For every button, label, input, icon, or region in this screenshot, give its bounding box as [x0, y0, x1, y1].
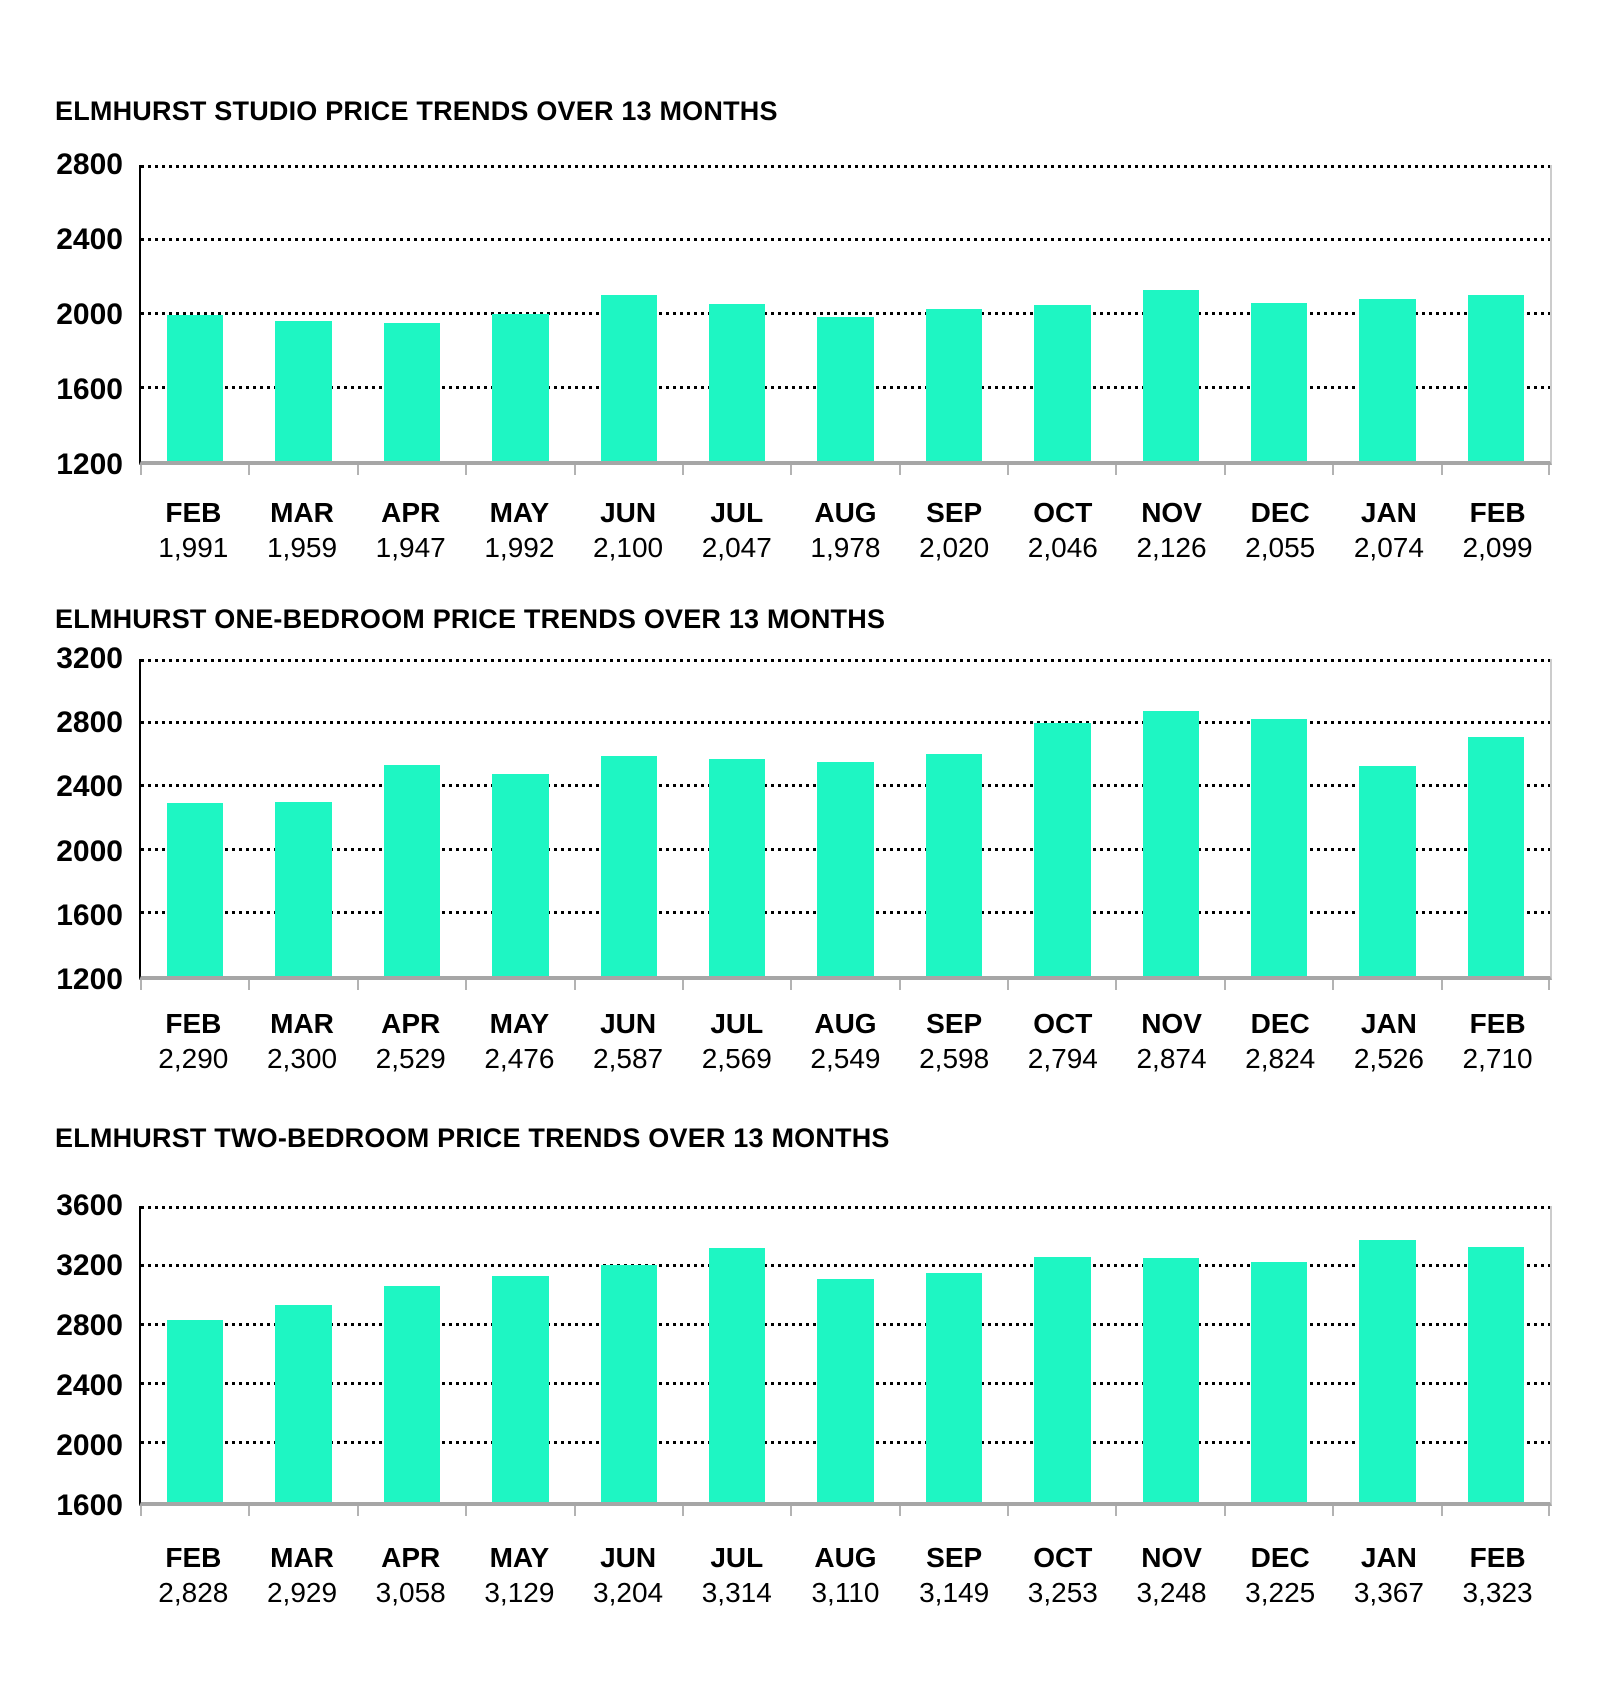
chart-canvas-one-bedroom — [0, 642, 1552, 1075]
x-category-label: MAY — [489, 1542, 550, 1573]
x-value-label: 1,991 — [158, 532, 229, 563]
x-label-slot — [900, 1008, 1009, 1075]
axis-tick — [1332, 1506, 1334, 1516]
x-value-label: 3,253 — [1027, 1577, 1098, 1608]
x-value-label: 2,099 — [1462, 532, 1533, 563]
y-axis-tick-label: 2400 — [56, 770, 123, 804]
x-category-label: JAN — [1360, 497, 1417, 528]
axis-tick — [574, 465, 576, 475]
x-value-label: 2,549 — [810, 1043, 881, 1074]
bar — [817, 317, 873, 461]
y-axis — [0, 1189, 139, 1522]
x-label-slot — [139, 1008, 248, 1075]
bars-layer — [141, 1206, 1550, 1502]
bar — [1251, 303, 1307, 461]
y-axis — [0, 148, 139, 481]
bar — [1143, 290, 1199, 461]
y-axis-tick-label: 3200 — [56, 642, 123, 675]
x-label-slot — [139, 497, 248, 564]
x-label-slot — [1226, 497, 1335, 564]
x-label-slot — [1226, 1542, 1335, 1609]
x-value-label: 2,476 — [484, 1043, 555, 1074]
x-category-label: NOV — [1141, 1542, 1202, 1573]
bar-slot — [791, 659, 899, 976]
bar-slot — [1442, 659, 1550, 976]
x-value-label: 2,824 — [1245, 1043, 1316, 1074]
axis-tick — [1115, 980, 1117, 990]
x-value-label: 3,129 — [484, 1577, 555, 1608]
bar — [1359, 299, 1415, 461]
x-labels — [139, 1542, 1552, 1609]
bar — [1359, 1240, 1415, 1502]
bar — [1468, 737, 1524, 976]
bar-slot — [466, 165, 574, 461]
x-category-label: OCT — [1033, 1542, 1093, 1573]
axis-tick — [248, 465, 250, 475]
axis-tick — [1224, 980, 1226, 990]
axis-tick — [140, 1506, 142, 1516]
x-label-slot — [356, 1542, 465, 1609]
y-axis-tick-label: 2800 — [56, 706, 123, 740]
x-label-slot — [1335, 1542, 1444, 1609]
x-category-label: JUN — [600, 1008, 657, 1039]
bar-slot — [1008, 1206, 1116, 1502]
x-category-label: JAN — [1360, 1542, 1417, 1573]
bar — [601, 295, 657, 462]
bar — [601, 756, 657, 976]
bar-slot — [1333, 1206, 1441, 1502]
x-category-label: AUG — [814, 497, 877, 528]
x-category-label: JUL — [710, 1542, 764, 1573]
bar — [384, 1286, 440, 1502]
x-value-label: 3,367 — [1353, 1577, 1424, 1608]
bar — [167, 315, 223, 461]
bar — [1143, 1258, 1199, 1502]
x-label-slot — [1443, 1008, 1552, 1075]
x-label-slot — [1009, 1008, 1118, 1075]
x-value-label: 2,929 — [266, 1577, 338, 1608]
x-labels — [139, 1008, 1552, 1075]
bar — [1359, 766, 1415, 976]
chart-body — [0, 1189, 1552, 1522]
x-category-label: AUG — [814, 1008, 877, 1039]
x-label-slot — [1226, 1008, 1335, 1075]
axis-tick — [899, 980, 901, 990]
x-category-label: APR — [381, 1008, 441, 1039]
x-value-label: 2,569 — [701, 1043, 772, 1074]
x-category-label: FEB — [1469, 1008, 1526, 1039]
bars-layer — [141, 165, 1550, 461]
axis-tick — [790, 465, 792, 475]
x-label-slot — [248, 497, 357, 564]
x-category-label: OCT — [1033, 497, 1093, 528]
bar — [384, 765, 440, 976]
x-value-label: 1,959 — [266, 532, 338, 563]
bar-slot — [791, 165, 899, 461]
y-axis-tick-label: 2000 — [56, 298, 123, 331]
chart-canvas-studio — [0, 148, 1552, 564]
bar-slot — [1333, 659, 1441, 976]
x-label-slot — [465, 497, 574, 564]
bar — [384, 323, 440, 461]
bar — [1143, 711, 1199, 976]
x-label-slot — [900, 497, 1009, 564]
axis-tick — [1115, 1506, 1117, 1516]
bar-slot — [358, 165, 466, 461]
bar-slot — [900, 659, 1008, 976]
x-value-label: 2,047 — [701, 532, 772, 563]
chart-studio — [0, 96, 1552, 564]
x-category-label: SEP — [926, 1008, 983, 1039]
bar — [275, 321, 331, 461]
x-value-label: 3,110 — [811, 1577, 880, 1608]
x-label-slot — [1117, 1542, 1226, 1609]
axis-tick — [899, 1506, 901, 1516]
axis-tick — [1441, 980, 1443, 990]
bar — [709, 304, 765, 461]
bar — [926, 754, 982, 976]
bar — [926, 309, 982, 461]
axis-tick — [1224, 1506, 1226, 1516]
axis-tick — [1441, 1506, 1443, 1516]
x-value-label: 1,947 — [375, 532, 446, 563]
x-value-label: 3,314 — [701, 1577, 772, 1608]
chart-body — [0, 642, 1552, 996]
bar — [1251, 1262, 1307, 1503]
x-value-label: 2,020 — [919, 532, 990, 563]
x-label-slot — [1443, 1542, 1552, 1609]
axis-tick — [1548, 980, 1550, 990]
bar-slot — [683, 165, 791, 461]
bar — [167, 1320, 223, 1502]
bar — [1468, 295, 1524, 461]
y-axis-tick-label: 2800 — [56, 1309, 123, 1342]
x-label-slot — [356, 1008, 465, 1075]
x-label-slot — [139, 1542, 248, 1609]
y-axis-tick-label: 2400 — [56, 1369, 123, 1402]
x-category-label: SEP — [926, 497, 983, 528]
y-axis-tick-label: 2400 — [56, 223, 123, 256]
axis-tick — [248, 980, 250, 990]
bar-slot — [1442, 165, 1550, 461]
x-label-slot — [1335, 497, 1444, 564]
chart-one-bedroom — [0, 604, 1552, 1075]
axis-tick — [465, 465, 467, 475]
x-label-slot — [1443, 497, 1552, 564]
bar — [1468, 1247, 1524, 1502]
plot-area — [139, 659, 1552, 980]
bar-slot — [141, 1206, 249, 1502]
bar-slot — [1225, 659, 1333, 976]
bar-slot — [1225, 165, 1333, 461]
axis-tick — [1548, 465, 1550, 475]
bar-slot — [466, 1206, 574, 1502]
y-axis — [0, 642, 139, 996]
y-axis-tick-label: 1600 — [56, 1489, 123, 1522]
x-value-label: 2,526 — [1353, 1043, 1424, 1074]
axis-tick — [682, 465, 684, 475]
chart-title-one-bedroom: ELMHURST ONE-BEDROOM PRICE TRENDS OVER 13 MONTHS — [55, 604, 886, 634]
axis-tick — [1332, 980, 1334, 990]
bar — [601, 1265, 657, 1502]
x-label-slot — [465, 1008, 574, 1075]
x-category-label: FEB — [165, 1542, 222, 1573]
y-axis-tick-label: 2000 — [56, 1429, 123, 1462]
bar-slot — [141, 165, 249, 461]
x-value-label: 2,529 — [375, 1043, 446, 1074]
x-category-label: JUL — [710, 497, 764, 528]
x-label-slot — [465, 1542, 574, 1609]
x-category-label: JUN — [600, 1542, 657, 1573]
x-label-slot — [900, 1542, 1009, 1609]
axis-tick — [465, 1506, 467, 1516]
x-category-label: MAR — [270, 497, 334, 528]
bar — [817, 762, 873, 976]
y-axis-tick-label: 3600 — [56, 1189, 123, 1222]
axis-tick — [1115, 465, 1117, 475]
x-category-label: FEB — [1469, 497, 1526, 528]
axis-tick — [248, 1506, 250, 1516]
x-value-label: 3,149 — [919, 1577, 990, 1608]
axis-tick — [574, 1506, 576, 1516]
x-value-label: 2,126 — [1136, 532, 1207, 563]
axis-tick — [574, 980, 576, 990]
chart-title-two-bedroom: ELMHURST TWO-BEDROOM PRICE TRENDS OVER 13 MONTHS — [55, 1123, 890, 1153]
x-category-label: JAN — [1360, 1008, 1417, 1039]
axis-tick — [140, 980, 142, 990]
plot-area — [139, 1206, 1552, 1506]
axis-tick — [1007, 465, 1009, 475]
y-axis-tick-label: 1200 — [56, 963, 123, 996]
y-axis-tick-label: 3200 — [56, 1249, 123, 1282]
axis-tick — [790, 980, 792, 990]
x-value-label: 1,992 — [484, 532, 555, 563]
bar — [1034, 723, 1090, 976]
x-label-slot — [248, 1542, 357, 1609]
x-label-slot — [791, 1542, 900, 1609]
x-category-label: OCT — [1033, 1008, 1093, 1039]
x-category-label: AUG — [814, 1542, 877, 1573]
x-category-label: DEC — [1250, 497, 1310, 528]
x-label-slot — [1009, 497, 1118, 564]
x-category-label: FEB — [165, 497, 222, 528]
x-category-label: JUL — [710, 1008, 764, 1039]
x-category-label: FEB — [1469, 1542, 1526, 1573]
x-label-slot — [574, 1008, 683, 1075]
bar-slot — [575, 659, 683, 976]
x-label-slot — [1117, 1008, 1226, 1075]
x-label-slot — [1335, 1008, 1444, 1075]
bar-slot — [1117, 659, 1225, 976]
x-value-label: 3,323 — [1462, 1577, 1533, 1608]
bar-slot — [141, 659, 249, 976]
axis-tick — [682, 1506, 684, 1516]
x-value-label: 3,248 — [1136, 1577, 1207, 1608]
y-axis-tick-label: 1200 — [56, 448, 123, 481]
bar-slot — [1117, 1206, 1225, 1502]
bar — [926, 1273, 982, 1502]
bar-slot — [249, 659, 357, 976]
x-value-label: 3,204 — [593, 1577, 664, 1608]
x-category-label: APR — [381, 1542, 441, 1573]
axis-tick — [1332, 465, 1334, 475]
bar-slot — [900, 165, 1008, 461]
x-category-label: DEC — [1250, 1008, 1310, 1039]
axis-tick — [682, 980, 684, 990]
x-category-label: DEC — [1250, 1542, 1310, 1573]
axis-tick — [357, 465, 359, 475]
x-label-slot — [791, 1008, 900, 1075]
bar-slot — [575, 165, 683, 461]
bar — [275, 802, 331, 976]
bar-slot — [1225, 1206, 1333, 1502]
x-category-label: FEB — [165, 1008, 222, 1039]
x-value-label: 2,794 — [1027, 1043, 1098, 1074]
x-labels — [139, 497, 1552, 564]
bar-slot — [358, 659, 466, 976]
axis-tick — [140, 465, 142, 475]
bar — [167, 803, 223, 976]
bar — [492, 314, 548, 461]
axis-tick — [357, 1506, 359, 1516]
x-value-label: 2,598 — [919, 1043, 990, 1074]
x-label-slot — [248, 1008, 357, 1075]
axis-tick — [1007, 1506, 1009, 1516]
x-label-slot — [1117, 497, 1226, 564]
bar-slot — [575, 1206, 683, 1502]
x-label-slot — [356, 497, 465, 564]
bar-slot — [466, 659, 574, 976]
x-value-label: 3,225 — [1245, 1577, 1316, 1608]
bar — [1034, 1257, 1090, 1502]
x-category-label: SEP — [926, 1542, 983, 1573]
x-value-label: 1,978 — [810, 532, 881, 563]
x-value-label: 2,055 — [1245, 532, 1316, 563]
bar — [1251, 719, 1307, 976]
axis-tick — [1007, 980, 1009, 990]
chart-body — [0, 148, 1552, 481]
chart-title-studio: ELMHURST STUDIO PRICE TRENDS OVER 13 MONTHS — [55, 96, 778, 126]
plot-area — [139, 165, 1552, 465]
x-category-label: MAY — [489, 497, 550, 528]
axis-tick — [790, 1506, 792, 1516]
bar-slot — [249, 165, 357, 461]
chart-two-bedroom — [0, 1123, 1552, 1609]
bar-slot — [683, 1206, 791, 1502]
bars-layer — [141, 659, 1550, 976]
y-axis-tick-label: 1600 — [56, 898, 123, 932]
bar-slot — [358, 1206, 466, 1502]
x-label-slot — [682, 497, 791, 564]
y-axis-tick-label: 2800 — [56, 148, 123, 181]
bar — [709, 1248, 765, 1502]
x-value-label: 2,828 — [158, 1577, 229, 1608]
axis-tick — [357, 980, 359, 990]
bar-slot — [683, 659, 791, 976]
bar-slot — [900, 1206, 1008, 1502]
x-category-label: MAR — [270, 1542, 334, 1573]
axis-tick — [1224, 465, 1226, 475]
x-value-label: 2,100 — [593, 532, 664, 563]
x-value-label: 2,074 — [1353, 532, 1424, 563]
x-value-label: 2,874 — [1136, 1043, 1207, 1074]
x-value-label: 3,058 — [375, 1577, 446, 1608]
bar — [492, 774, 548, 976]
bar-slot — [1442, 1206, 1550, 1502]
axis-tick — [899, 465, 901, 475]
x-category-label: MAY — [489, 1008, 550, 1039]
x-category-label: JUN — [600, 497, 657, 528]
bar-slot — [1117, 165, 1225, 461]
bar — [709, 759, 765, 976]
x-category-label: NOV — [1141, 1008, 1202, 1039]
x-category-label: APR — [381, 497, 441, 528]
x-label-slot — [682, 1542, 791, 1609]
bar — [492, 1276, 548, 1502]
x-value-label: 2,290 — [158, 1043, 229, 1074]
bar-slot — [791, 1206, 899, 1502]
y-axis-tick-label: 2000 — [56, 834, 123, 868]
x-label-slot — [1009, 1542, 1118, 1609]
x-label-slot — [574, 497, 683, 564]
x-value-label: 2,300 — [266, 1043, 338, 1074]
axis-tick — [1441, 465, 1443, 475]
x-label-slot — [791, 497, 900, 564]
bar-slot — [1333, 165, 1441, 461]
chart-canvas-two-bedroom — [0, 1189, 1552, 1609]
x-category-label: NOV — [1141, 497, 1202, 528]
bar-slot — [249, 1206, 357, 1502]
x-label-slot — [682, 1008, 791, 1075]
x-label-slot — [574, 1542, 683, 1609]
y-axis-tick-label: 1600 — [56, 373, 123, 406]
axis-tick — [1548, 1506, 1550, 1516]
x-category-label: MAR — [270, 1008, 334, 1039]
bar-slot — [1008, 659, 1116, 976]
x-value-label: 2,046 — [1027, 532, 1098, 563]
bar — [1034, 305, 1090, 462]
x-value-label: 2,587 — [593, 1043, 664, 1074]
bar — [817, 1279, 873, 1502]
bar-slot — [1008, 165, 1116, 461]
axis-tick — [465, 980, 467, 990]
bar — [275, 1305, 331, 1502]
x-value-label: 2,710 — [1462, 1043, 1533, 1074]
